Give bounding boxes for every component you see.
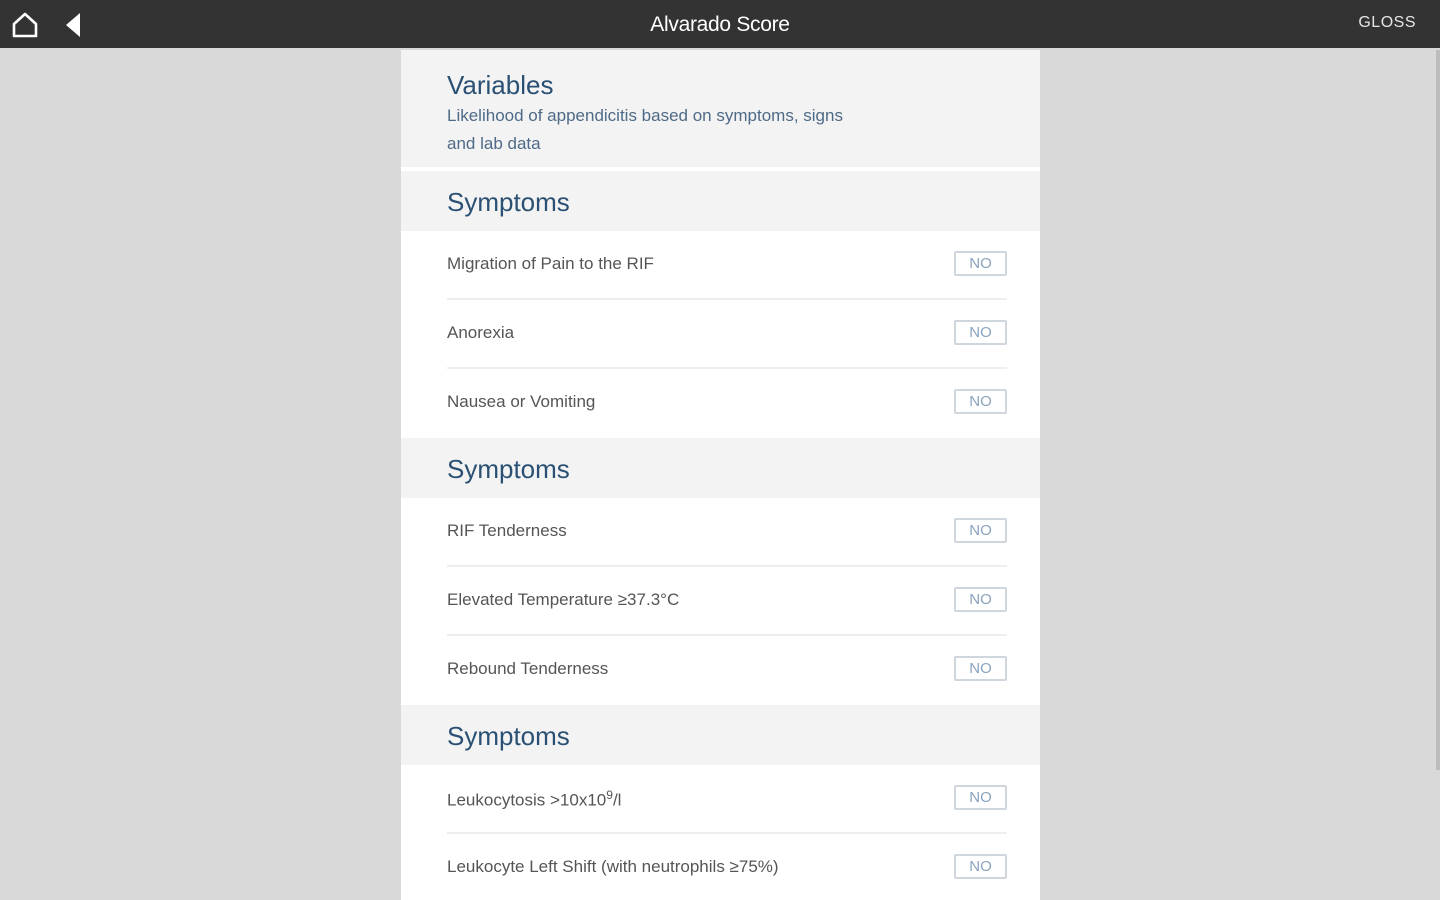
section-heading: Symptoms [401,171,1040,231]
yes-no-toggle[interactable]: NO [954,587,1007,612]
item-label-tail: /l [612,790,622,810]
yes-no-toggle[interactable]: NO [954,518,1007,543]
list-item[interactable] [447,369,1007,438]
top-bar [0,0,1440,48]
list-item[interactable] [447,231,1007,300]
item-label: Rebound Tenderness [447,659,609,678]
yes-no-toggle[interactable]: NO [954,389,1007,414]
page-title: Alvarado Score [650,13,790,36]
list-item[interactable] [447,636,1007,705]
variables-description: Likelihood of appendicitis based on symptoms, signs and lab data [447,106,843,153]
item-label: Nausea or Vomiting [447,392,596,411]
list-item[interactable] [447,498,1007,567]
item-label: RIF Tenderness [447,521,567,540]
section-heading: Symptoms [401,705,1040,765]
yes-no-toggle[interactable]: NO [954,656,1007,681]
list-item[interactable] [447,300,1007,369]
list-item[interactable] [447,567,1007,636]
item-label: Anorexia [447,323,515,342]
gloss-button[interactable]: GLOSS [1358,14,1416,31]
variables-heading: Variables [447,70,554,100]
item-label [447,788,621,811]
item-label: Leukocyte Left Shift (with neutrophils ≥75%) [447,857,779,876]
item-label: Migration of Pain to the RIF [447,254,654,273]
yes-no-toggle[interactable]: NO [954,854,1007,879]
scrollbar[interactable] [1436,50,1440,770]
item-label-superscript: 9 [606,788,613,802]
list-item[interactable] [447,834,1007,900]
variables-intro [401,50,1040,171]
list-item[interactable] [447,765,1007,834]
yes-no-toggle[interactable]: NO [954,320,1007,345]
item-label: Elevated Temperature ≥37.3°C [447,590,680,609]
yes-no-toggle[interactable]: NO [954,251,1007,276]
item-label-base: Leukocytosis >10x10 [447,790,607,810]
section-heading: Symptoms [401,438,1040,498]
calculator-panel [401,50,1040,900]
yes-no-toggle[interactable]: NO [954,785,1007,810]
